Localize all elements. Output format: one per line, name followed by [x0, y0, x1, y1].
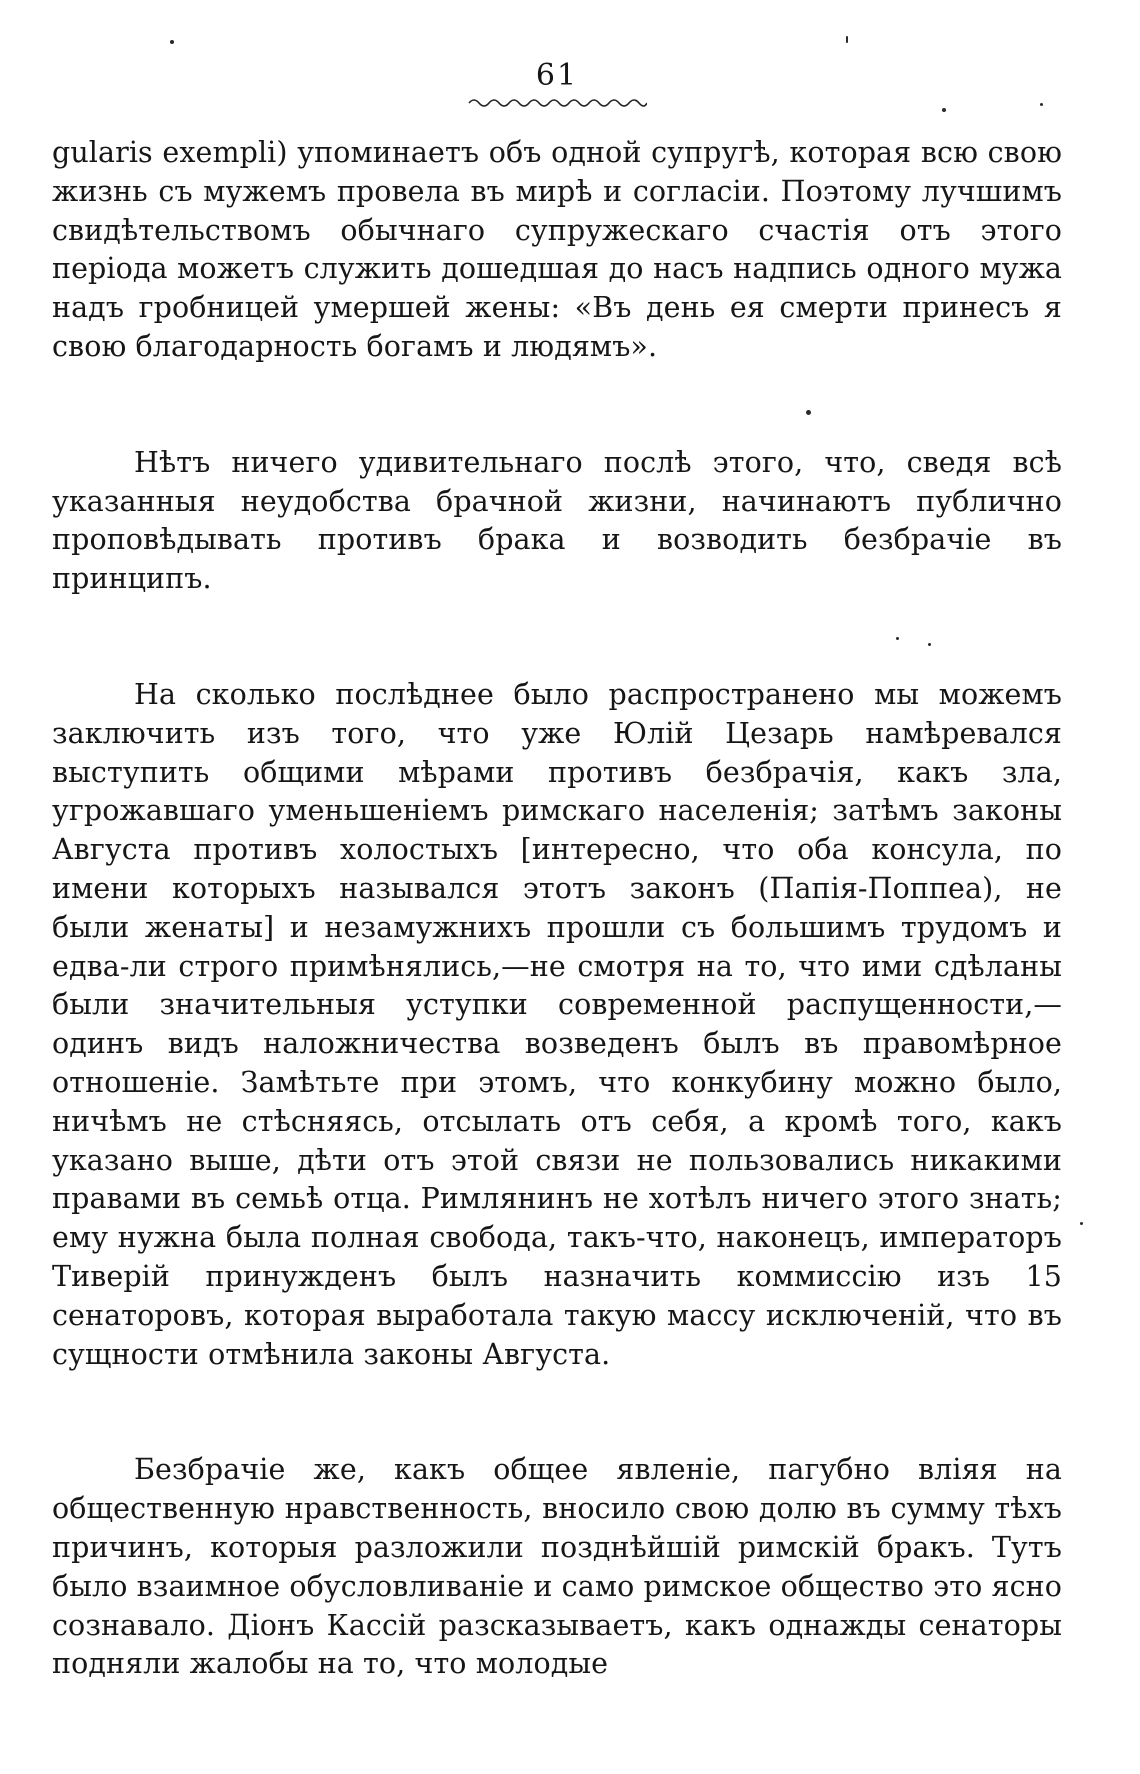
paragraph-gap — [52, 599, 1062, 676]
paragraph-2: Нѣтъ ничего удивительнаго послѣ этого, что, сведя всѣ указанныя неудобства брачной жизни, начинаютъ публично проповѣдывать противъ брака и возводить безбрачіе въ принципъ. — [52, 445, 1062, 596]
scan-speck — [170, 40, 174, 44]
wavy-rule-ornament — [467, 96, 647, 110]
page-number: 61 — [535, 58, 579, 93]
paragraph-gap — [52, 367, 1062, 444]
scan-speck — [896, 637, 899, 640]
scan-speck — [846, 36, 848, 43]
scan-speck — [1080, 1222, 1083, 1225]
scan-speck — [806, 410, 811, 415]
paragraph-1: gularis exempli) упоминаетъ объ одной супругѣ, которая всю свою жизнь съ мужемъ провела въ мирѣ и согласіи. Поэтому лучшимъ свидѣтельствомъ обычнаго супружескаго счастія отъ этого періода можетъ служить дошедшая до насъ надпись одного мужа надъ гробницей умершей жены: «Въ день ея смерти принесъ я свою благодарность богамъ и людямъ». — [52, 136, 1062, 363]
paragraph-gap — [52, 1374, 1062, 1451]
scan-speck — [1040, 103, 1043, 106]
paragraph-3: На сколько послѣднее было распространено мы можемъ заключить изъ того, что уже Юлій Цезарь намѣревался выступить общими мѣрами противъ безбрачія, какъ зла, угрожавшаго уменьшеніемъ римскаго населенія; затѣмъ законы Августа противъ холостыхъ [интересно, что оба консула, по имени которыхъ назывался этотъ законъ (Папія-Поппеа), не были женаты] и незамужнихъ прошли съ большимъ трудомъ и едва-ли строго примѣнялись,—не смотря на то, что ими сдѣланы были значительныя уступки современной распущенности,—одинъ видъ наложничества возведенъ былъ въ правомѣрное отношеніе. Замѣтьте при этомъ, что конкубину можно было, ничѣмъ не стѣсняясь, отсылать отъ себя, а кромѣ того, какъ указано выше, дѣти отъ этой связи не пользовались никакими правами въ семьѣ отца. Римлянинъ не хотѣлъ ничего этого знать; ему нужна была полная свобода, такъ-что, наконецъ, императоръ Тиверій принужденъ былъ назначить коммиссію изъ 15 сенаторовъ, которая выработала такую массу исключеній, что въ сущности отмѣнила законы Августа. — [52, 677, 1062, 1371]
book-page — [52, 56, 1062, 1684]
scan-speck — [942, 108, 946, 112]
scan-speck — [928, 643, 931, 646]
paragraph-4: Безбрачіе же, какъ общее явленіе, пагубно вліяя на общественную нравственность, вносило свою долю въ сумму тѣхъ причинъ, которыя разложили позднѣйшій римскій бракъ. Тутъ было взаимное обусловливаніе и само римское общество это ясно сознавало. Діонъ Кассій разсказываетъ, какъ однажды сенаторы подняли жалобы на то, что молодые — [52, 1453, 1062, 1681]
